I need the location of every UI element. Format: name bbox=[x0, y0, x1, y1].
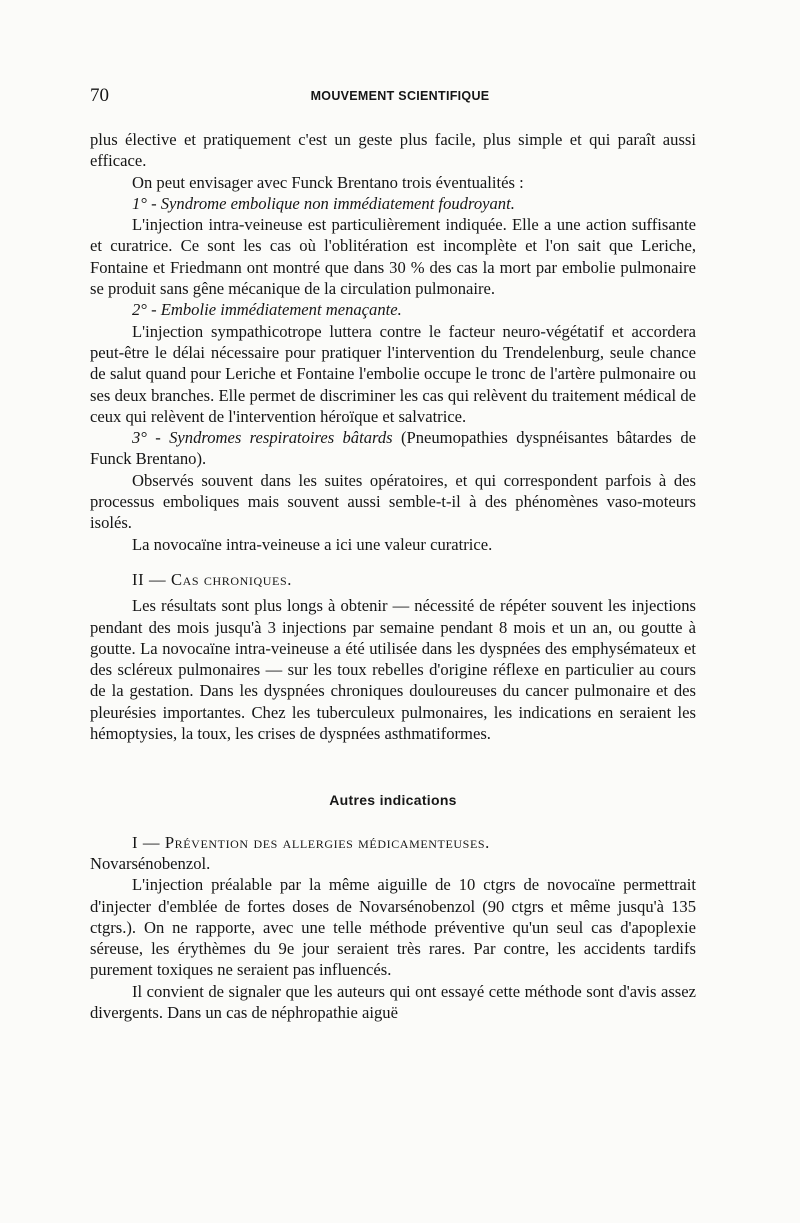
paragraph: Observés souvent dans les suites opératoires, et qui correspondent parfois à des processus emboliques mais souvent aussi semble-t-il à des phénomènes vaso-moteurs isolés. bbox=[90, 470, 696, 533]
section-title: Autres indications bbox=[329, 792, 457, 809]
subsection-title: I — Prévention des allergies médicamenteuses. bbox=[132, 832, 490, 852]
paragraph: Novarsénobenzol. bbox=[90, 853, 211, 873]
page-header bbox=[90, 85, 710, 109]
running-title: MOUVEMENT SCIENTIFIQUE bbox=[310, 89, 490, 103]
paragraph: On peut envisager avec Funck Brentano trois éventualités : bbox=[132, 172, 524, 192]
paragraph: Les résultats sont plus longs à obtenir — nécessité de répéter souvent les injections pendant des mois jusqu'à 3 injections par semaine pendant 8 mois et un an, ou goutte à goutte. La novocaïne intra-veineuse a été utilisée dans les dyspnées des emphysémateux et des scléreux pulmonaires — sur les toux rebelles d'origine réflexe en particulier au cours de la gestation. Dans les dyspnées chroniques douloureuses du cancer pulmonaire et des pleurésies importantes. Chez les tuberculeux pulmonaires, les indications en seraient les hémoptysies, la toux, les crises de dyspnées asthmatiformes. bbox=[90, 596, 696, 744]
paragraph: L'injection préalable par la même aiguille de 10 ctgrs de novocaïne permettrait d'injecter d'emblée de fortes doses de Novarsénobenzol (90 ctgrs et même jusqu'à 135 ctgrs.). On ne rapporte, avec une telle méthode préventive qu'un seul cas d'apoplexie séreuse, les érythèmes du 9e jour seraient très rares. Par contre, les accidents tardifs purement toxiques ne seraient pas influencés. bbox=[90, 875, 696, 980]
page-number: 70 bbox=[90, 85, 109, 106]
paragraph: L'injection sympathicotrope luttera contre le facteur neuro-végétatif et accordera peut-être le délai nécessaire pour pratiquer l'intervention du Trendelenburg, seule chance de salut quand pour Leriche et Fontaine l'embolie occupe le tronc de l'artère pulmonaire ou ses deux branches. Elle permet de discriminer les cas qui relèvent du traitement médical de ceux qui relèvent de l'intervention héroïque et salvatrice. bbox=[90, 321, 696, 426]
list-item-heading: 3° - Syndromes respiratoires bâtards (Pneumopathies dyspnéisantes bâtardes de Funck Brentano). bbox=[90, 428, 696, 469]
paragraph: Il convient de signaler que les auteurs qui ont essayé cette méthode sont d'avis assez divergents. Dans un cas de néphropathie aiguë bbox=[90, 981, 696, 1022]
paragraph: L'injection intra-veineuse est particulièrement indiquée. Elle a une action suffisante et curatrice. Ce sont les cas où l'oblitération est incomplète et l'on sait que Leriche, Fontaine et Friedmann ont montré que dans 30 % des cas la mort par embolie pulmonaire se produit sans gêne mécanique de la circulation pulmonaire. bbox=[90, 215, 696, 299]
list-item-heading: 1° - Syndrome embolique non immédiatement foudroyant. bbox=[132, 193, 515, 213]
list-item-heading: 2° - Embolie immédiatement menaçante. bbox=[132, 300, 402, 320]
section-heading-chroniques: II — Cas chroniques. bbox=[132, 569, 292, 589]
paragraph: La novocaïne intra-veineuse a ici une valeur curatrice. bbox=[132, 534, 493, 554]
paragraph: plus élective et pratiquement c'est un geste plus facile, plus simple et qui paraît aussi efficace. bbox=[90, 130, 696, 171]
text-body bbox=[90, 129, 696, 1023]
